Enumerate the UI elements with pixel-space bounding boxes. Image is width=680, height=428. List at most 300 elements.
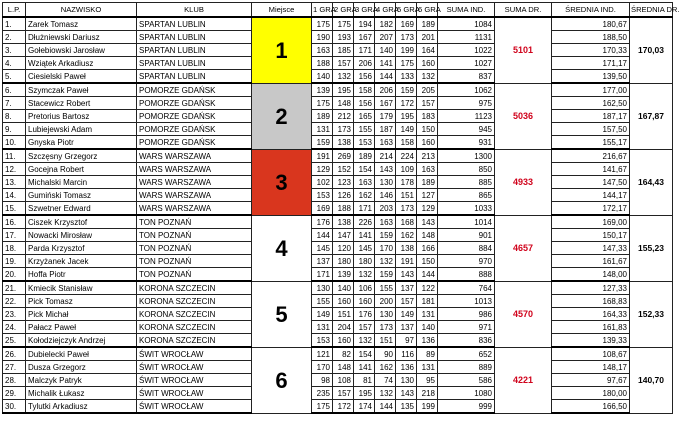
player-name: Parda Krzysztof <box>26 242 137 255</box>
club-name: SPARTAN LUBLIN <box>137 44 252 57</box>
row-number: 28. <box>3 374 26 387</box>
game-score: 269 <box>333 149 354 163</box>
table-row <box>3 281 673 295</box>
club-name: WARS WARSZAWA <box>137 202 252 216</box>
player-name: Dusza Grzegorz <box>26 361 137 374</box>
game-score: 143 <box>396 268 417 282</box>
game-score: 150 <box>417 255 438 268</box>
player-name: Ciszek Krzysztof <box>26 215 137 229</box>
individual-average: 157,50 <box>552 123 630 136</box>
game-score: 191 <box>396 255 417 268</box>
game-score: 203 <box>375 202 396 216</box>
game-score: 180 <box>333 255 354 268</box>
game-score: 169 <box>312 202 333 216</box>
table-row <box>3 255 673 268</box>
team-sum: 4221 <box>495 347 552 413</box>
game-score: 140 <box>333 281 354 295</box>
player-name: Hoffa Piotr <box>26 268 137 282</box>
individual-sum: 652 <box>438 347 495 361</box>
individual-sum: 975 <box>438 97 495 110</box>
team-average: 164,43 <box>630 149 673 215</box>
row-number: 27. <box>3 361 26 374</box>
club-name: ŚWIT WROCŁAW <box>137 347 252 361</box>
game-score: 143 <box>375 163 396 176</box>
club-name: POMORZE GDAŃSK <box>137 110 252 123</box>
game-score: 195 <box>354 387 375 400</box>
individual-average: 147,50 <box>552 176 630 189</box>
table-row <box>3 149 673 163</box>
game-score: 191 <box>312 149 333 163</box>
game-score: 108 <box>333 374 354 387</box>
game-score: 194 <box>354 17 375 31</box>
game-score: 126 <box>333 189 354 202</box>
table-row <box>3 176 673 189</box>
game-score: 131 <box>417 308 438 321</box>
place-cell: 4 <box>252 215 312 281</box>
game-score: 169 <box>396 17 417 31</box>
game-score: 147 <box>333 229 354 242</box>
header-cell: Miejsce <box>252 3 312 18</box>
game-score: 144 <box>375 70 396 84</box>
game-score: 143 <box>396 387 417 400</box>
game-score: 160 <box>354 295 375 308</box>
game-score: 140 <box>312 70 333 84</box>
individual-sum: 970 <box>438 255 495 268</box>
player-name: Stacewicz Robert <box>26 97 137 110</box>
game-score: 183 <box>417 110 438 123</box>
game-score: 130 <box>375 308 396 321</box>
results-sheet <box>2 2 680 424</box>
game-score: 137 <box>396 321 417 334</box>
game-score: 163 <box>354 176 375 189</box>
player-name: Pick Tomasz <box>26 295 137 308</box>
individual-average: 141,67 <box>552 163 630 176</box>
row-number: 12. <box>3 163 26 176</box>
game-score: 235 <box>312 387 333 400</box>
game-score: 97 <box>396 334 417 348</box>
game-score: 175 <box>312 97 333 110</box>
table-row <box>3 308 673 321</box>
game-score: 157 <box>333 57 354 70</box>
club-name: POMORZE GDAŃSK <box>137 97 252 110</box>
row-number: 10. <box>3 136 26 150</box>
game-score: 131 <box>312 123 333 136</box>
game-score: 129 <box>417 202 438 216</box>
row-number: 2. <box>3 31 26 44</box>
table-row <box>3 57 673 70</box>
game-score: 173 <box>396 202 417 216</box>
game-score: 145 <box>354 242 375 255</box>
game-score: 162 <box>375 361 396 374</box>
header-cell: ŚREDNIA IND. <box>552 3 630 18</box>
game-score: 199 <box>417 400 438 414</box>
game-score: 146 <box>375 189 396 202</box>
table-row <box>3 189 673 202</box>
individual-average: 171,17 <box>552 57 630 70</box>
player-name: Szymczak Paweł <box>26 83 137 97</box>
individual-sum: 885 <box>438 176 495 189</box>
game-score: 153 <box>354 136 375 150</box>
game-score: 131 <box>312 321 333 334</box>
game-score: 141 <box>354 361 375 374</box>
individual-average: 97,67 <box>552 374 630 387</box>
game-score: 98 <box>312 374 333 387</box>
game-score: 213 <box>417 149 438 163</box>
club-name: TON POZNAŃ <box>137 215 252 229</box>
player-name: Krzyżanek Jacek <box>26 255 137 268</box>
individual-average: 168,83 <box>552 295 630 308</box>
row-number: 9. <box>3 123 26 136</box>
game-score: 163 <box>417 163 438 176</box>
individual-average: 170,33 <box>552 44 630 57</box>
place-cell: 2 <box>252 83 312 149</box>
club-name: ŚWIT WROCŁAW <box>137 374 252 387</box>
player-name: Dłużniewski Dariusz <box>26 31 137 44</box>
individual-sum: 1013 <box>438 295 495 308</box>
game-score: 102 <box>312 176 333 189</box>
individual-sum: 586 <box>438 374 495 387</box>
game-score: 156 <box>354 97 375 110</box>
game-score: 160 <box>333 334 354 348</box>
game-score: 159 <box>375 229 396 242</box>
game-score: 205 <box>417 83 438 97</box>
individual-sum: 971 <box>438 321 495 334</box>
game-score: 171 <box>354 202 375 216</box>
game-score: 173 <box>396 31 417 44</box>
club-name: POMORZE GDAŃSK <box>137 83 252 97</box>
game-score: 156 <box>354 70 375 84</box>
club-name: ŚWIT WROCŁAW <box>137 387 252 400</box>
individual-sum: 1131 <box>438 31 495 44</box>
club-name: WARS WARSZAWA <box>137 163 252 176</box>
game-score: 149 <box>396 123 417 136</box>
game-score: 171 <box>312 268 333 282</box>
player-name: Kołodziejczyk Andrzej <box>26 334 137 348</box>
individual-sum: 837 <box>438 70 495 84</box>
game-score: 127 <box>417 189 438 202</box>
game-score: 109 <box>396 163 417 176</box>
row-number: 3. <box>3 44 26 57</box>
game-score: 151 <box>396 189 417 202</box>
row-number: 30. <box>3 400 26 414</box>
player-name: Pretorius Bartosz <box>26 110 137 123</box>
game-score: 138 <box>333 136 354 150</box>
individual-average: 188,50 <box>552 31 630 44</box>
header-cell: ŚREDNIA DR. <box>630 3 673 18</box>
game-score: 162 <box>396 229 417 242</box>
player-name: Nowacki Mirosław <box>26 229 137 242</box>
club-name: SPARTAN LUBLIN <box>137 70 252 84</box>
game-score: 168 <box>396 215 417 229</box>
game-score: 90 <box>375 347 396 361</box>
player-name: Gołebiowski Jarosław <box>26 44 137 57</box>
game-score: 131 <box>417 361 438 374</box>
game-score: 148 <box>333 97 354 110</box>
game-score: 157 <box>417 97 438 110</box>
game-score: 175 <box>312 17 333 31</box>
club-name: KORONA SZCZECIN <box>137 308 252 321</box>
game-score: 155 <box>375 281 396 295</box>
individual-sum: 931 <box>438 136 495 150</box>
game-score: 157 <box>333 387 354 400</box>
table-row <box>3 83 673 97</box>
club-name: ŚWIT WROCŁAW <box>137 361 252 374</box>
individual-average: 166,50 <box>552 400 630 414</box>
game-score: 135 <box>396 400 417 414</box>
game-score: 138 <box>396 242 417 255</box>
game-score: 201 <box>417 31 438 44</box>
player-name: Gnyska Piotr <box>26 136 137 150</box>
player-name: Gumiński Tomasz <box>26 189 137 202</box>
game-score: 137 <box>312 255 333 268</box>
game-score: 157 <box>354 321 375 334</box>
game-score: 141 <box>354 229 375 242</box>
game-score: 178 <box>396 176 417 189</box>
individual-average: 180,67 <box>552 17 630 31</box>
row-number: 25. <box>3 334 26 348</box>
game-score: 170 <box>375 242 396 255</box>
game-score: 155 <box>354 123 375 136</box>
player-name: Michalski Marcin <box>26 176 137 189</box>
individual-sum: 945 <box>438 123 495 136</box>
game-score: 132 <box>417 70 438 84</box>
game-score: 150 <box>417 123 438 136</box>
game-score: 187 <box>375 123 396 136</box>
place-cell: 1 <box>252 17 312 83</box>
game-score: 195 <box>333 83 354 97</box>
individual-sum: 1084 <box>438 17 495 31</box>
game-score: 148 <box>333 361 354 374</box>
game-score: 137 <box>396 281 417 295</box>
game-score: 159 <box>375 268 396 282</box>
individual-sum: 1062 <box>438 83 495 97</box>
game-score: 136 <box>417 334 438 348</box>
game-score: 132 <box>375 387 396 400</box>
header-cell: 5 GRA <box>396 3 417 18</box>
table-row <box>3 110 673 123</box>
table-row <box>3 295 673 308</box>
team-sum: 4570 <box>495 281 552 347</box>
game-score: 174 <box>354 400 375 414</box>
individual-average: 161,67 <box>552 255 630 268</box>
game-score: 180 <box>354 255 375 268</box>
club-name: WARS WARSZAWA <box>137 189 252 202</box>
game-score: 132 <box>333 70 354 84</box>
game-score: 129 <box>312 163 333 176</box>
team-sum: 5101 <box>495 17 552 83</box>
team-average: 155,23 <box>630 215 673 281</box>
individual-sum: 850 <box>438 163 495 176</box>
individual-average: 187,17 <box>552 110 630 123</box>
game-score: 138 <box>333 215 354 229</box>
row-number: 7. <box>3 97 26 110</box>
player-name: Zarek Tomasz <box>26 17 137 31</box>
game-score: 130 <box>375 176 396 189</box>
game-score: 74 <box>375 374 396 387</box>
club-name: WARS WARSZAWA <box>137 176 252 189</box>
game-score: 193 <box>333 31 354 44</box>
game-score: 141 <box>375 57 396 70</box>
table-row <box>3 374 673 387</box>
game-score: 163 <box>375 136 396 150</box>
individual-sum: 1022 <box>438 44 495 57</box>
team-average: 140,70 <box>630 347 673 413</box>
game-score: 151 <box>333 308 354 321</box>
individual-average: 127,33 <box>552 281 630 295</box>
game-score: 144 <box>375 400 396 414</box>
individual-sum: 1080 <box>438 387 495 400</box>
game-score: 140 <box>375 44 396 57</box>
game-score: 165 <box>354 110 375 123</box>
game-score: 123 <box>333 176 354 189</box>
game-score: 155 <box>312 295 333 308</box>
individual-sum: 889 <box>438 361 495 374</box>
game-score: 189 <box>417 176 438 189</box>
game-score: 171 <box>354 44 375 57</box>
individual-average: 147,33 <box>552 242 630 255</box>
table-row <box>3 202 673 216</box>
individual-sum: 884 <box>438 242 495 255</box>
row-number: 14. <box>3 189 26 202</box>
game-score: 218 <box>417 387 438 400</box>
player-name: Gocejna Robert <box>26 163 137 176</box>
row-number: 11. <box>3 149 26 163</box>
game-score: 164 <box>417 44 438 57</box>
row-number: 18. <box>3 242 26 255</box>
header-row <box>3 3 673 18</box>
header-cell: KLUB <box>137 3 252 18</box>
game-score: 132 <box>354 334 375 348</box>
table-row <box>3 242 673 255</box>
game-score: 89 <box>417 347 438 361</box>
game-score: 82 <box>333 347 354 361</box>
table-row <box>3 400 673 414</box>
player-name: Dubielecki Paweł <box>26 347 137 361</box>
header-cell: SUMA DR. <box>495 3 552 18</box>
game-score: 162 <box>354 189 375 202</box>
table-row <box>3 347 673 361</box>
game-score: 190 <box>312 31 333 44</box>
row-number: 4. <box>3 57 26 70</box>
game-score: 175 <box>312 400 333 414</box>
individual-sum: 1033 <box>438 202 495 216</box>
individual-sum: 888 <box>438 268 495 282</box>
game-score: 159 <box>396 83 417 97</box>
game-score: 176 <box>354 308 375 321</box>
table-row <box>3 17 673 31</box>
player-name: Kmiecik Stanisław <box>26 281 137 295</box>
row-number: 24. <box>3 321 26 334</box>
individual-average: 162,50 <box>552 97 630 110</box>
table-row <box>3 44 673 57</box>
game-score: 158 <box>354 83 375 97</box>
results-table <box>2 2 680 414</box>
header-cell: 3 GRA <box>354 3 375 18</box>
game-score: 149 <box>396 308 417 321</box>
individual-sum: 764 <box>438 281 495 295</box>
game-score: 81 <box>354 374 375 387</box>
game-score: 154 <box>354 347 375 361</box>
game-score: 179 <box>375 110 396 123</box>
game-score: 172 <box>396 97 417 110</box>
game-score: 204 <box>333 321 354 334</box>
game-score: 120 <box>333 242 354 255</box>
individual-sum: 1123 <box>438 110 495 123</box>
game-score: 154 <box>354 163 375 176</box>
row-number: 23. <box>3 308 26 321</box>
row-number: 26. <box>3 347 26 361</box>
game-score: 144 <box>312 229 333 242</box>
row-number: 6. <box>3 83 26 97</box>
results-body <box>3 17 673 413</box>
place-cell: 3 <box>252 149 312 215</box>
game-score: 214 <box>375 149 396 163</box>
game-score: 152 <box>333 163 354 176</box>
table-row <box>3 321 673 334</box>
table-row <box>3 123 673 136</box>
club-name: SPARTAN LUBLIN <box>137 57 252 70</box>
game-score: 116 <box>396 347 417 361</box>
individual-average: 161,83 <box>552 321 630 334</box>
club-name: SPARTAN LUBLIN <box>137 17 252 31</box>
club-name: TON POZNAŃ <box>137 268 252 282</box>
club-name: TON POZNAŃ <box>137 242 252 255</box>
game-score: 159 <box>312 136 333 150</box>
individual-sum: 865 <box>438 189 495 202</box>
game-score: 189 <box>354 149 375 163</box>
player-name: Michalik Łukasz <box>26 387 137 400</box>
table-row <box>3 268 673 282</box>
game-score: 132 <box>354 268 375 282</box>
table-row <box>3 31 673 44</box>
game-score: 144 <box>417 268 438 282</box>
game-score: 130 <box>396 374 417 387</box>
header-cell: L.P. <box>3 3 26 18</box>
individual-average: 216,67 <box>552 149 630 163</box>
club-name: KORONA SZCZECIN <box>137 295 252 308</box>
individual-average: 169,00 <box>552 215 630 229</box>
game-score: 185 <box>333 44 354 57</box>
club-name: POMORZE GDAŃSK <box>137 123 252 136</box>
header-cell: 4 GRA <box>375 3 396 18</box>
row-number: 17. <box>3 229 26 242</box>
game-score: 140 <box>417 321 438 334</box>
player-name: Ciesielski Paweł <box>26 70 137 84</box>
game-score: 173 <box>375 321 396 334</box>
individual-sum: 836 <box>438 334 495 348</box>
game-score: 160 <box>417 57 438 70</box>
table-row <box>3 229 673 242</box>
game-score: 207 <box>375 31 396 44</box>
individual-average: 148,17 <box>552 361 630 374</box>
individual-average: 177,00 <box>552 83 630 97</box>
game-score: 172 <box>333 400 354 414</box>
row-number: 13. <box>3 176 26 189</box>
team-average: 152,33 <box>630 281 673 347</box>
table-row <box>3 361 673 374</box>
player-name: Szwetner Edward <box>26 202 137 216</box>
game-score: 206 <box>375 83 396 97</box>
game-score: 133 <box>396 70 417 84</box>
individual-average: 108,67 <box>552 347 630 361</box>
team-sum: 4933 <box>495 149 552 215</box>
individual-average: 144,17 <box>552 189 630 202</box>
game-score: 170 <box>312 361 333 374</box>
game-score: 139 <box>333 268 354 282</box>
game-score: 153 <box>312 189 333 202</box>
individual-average: 180,00 <box>552 387 630 400</box>
game-score: 212 <box>333 110 354 123</box>
